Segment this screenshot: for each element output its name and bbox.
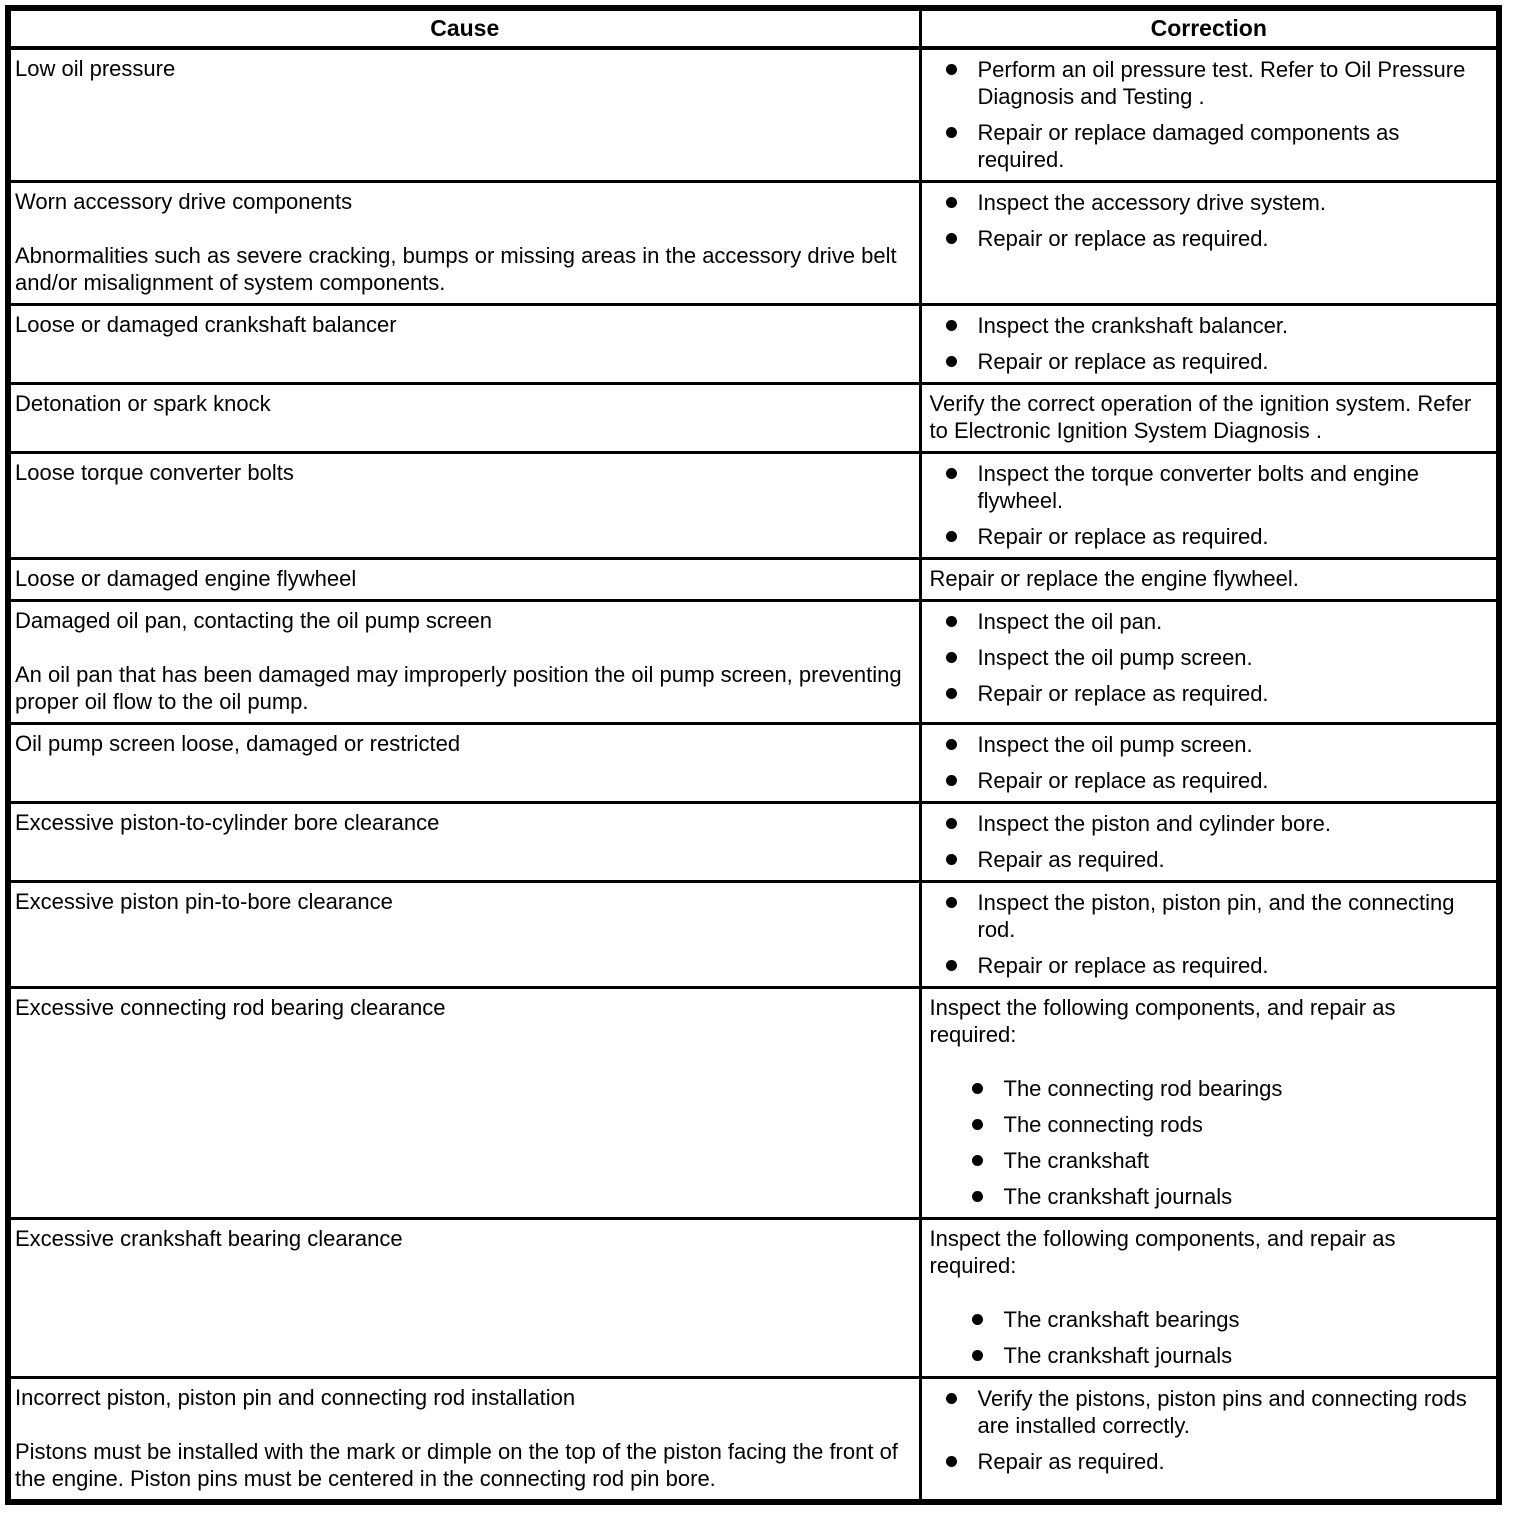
correction-list xyxy=(930,1385,1489,1475)
cause-cell xyxy=(8,559,920,601)
cause-text: Incorrect piston, piston pin and connecting rod installation xyxy=(15,1385,576,1410)
table-header xyxy=(8,8,1499,48)
cause-cell xyxy=(8,182,920,305)
correction-item-text: Inspect the crankshaft balancer. xyxy=(977,313,1289,338)
correction-item-text: Inspect the torque converter bolts and engine flywheel. xyxy=(977,461,1420,513)
correction-item xyxy=(978,189,1489,216)
correction-list xyxy=(930,731,1489,794)
bullet-icon xyxy=(972,1155,983,1166)
cause-correction-table xyxy=(5,5,1502,1505)
table-row xyxy=(8,988,1499,1219)
correction-item xyxy=(978,225,1489,252)
cause-cell xyxy=(8,803,920,882)
bullet-icon xyxy=(946,960,957,971)
bullet-icon xyxy=(946,197,957,208)
table-row xyxy=(8,305,1499,384)
correction-cell xyxy=(920,882,1499,988)
correction-item-text: Perform an oil pressure test. Refer to Oil Pressure Diagnosis and Testing . xyxy=(977,57,1466,109)
correction-item xyxy=(978,460,1489,514)
correction-item xyxy=(1004,1183,1489,1210)
bullet-icon xyxy=(972,1119,983,1130)
correction-item-text: Repair as required. xyxy=(977,1449,1165,1474)
correction-item-text: The crankshaft journals xyxy=(1003,1184,1233,1209)
table-row xyxy=(8,882,1499,988)
correction-item xyxy=(978,56,1489,110)
correction-item xyxy=(1004,1306,1489,1333)
correction-item-text: Repair or replace as required. xyxy=(977,768,1269,793)
bullet-icon xyxy=(946,616,957,627)
cause-text: Loose or damaged crankshaft balancer xyxy=(15,312,397,337)
table-row xyxy=(8,182,1499,305)
correction-item-text: The crankshaft bearings xyxy=(1003,1307,1240,1332)
correction-item xyxy=(978,952,1489,979)
cause-text: Excessive connecting rod bearing clearance xyxy=(15,995,446,1020)
correction-item-text: Repair or replace as required. xyxy=(977,226,1269,251)
bullet-icon xyxy=(946,468,957,479)
correction-item xyxy=(978,1385,1489,1439)
correction-item-text: Inspect the accessory drive system. xyxy=(977,190,1326,215)
cause-text: Damaged oil pan, contacting the oil pump screen xyxy=(15,608,492,633)
header-row xyxy=(8,8,1499,48)
correction-intro: Inspect the following components, and repair as required: xyxy=(929,1226,1396,1278)
bullet-icon xyxy=(946,320,957,331)
correction-item xyxy=(978,846,1489,873)
correction-cell xyxy=(920,1219,1499,1378)
cause-text: Oil pump screen loose, damaged or restricted xyxy=(15,731,461,756)
cause-text: Low oil pressure xyxy=(15,56,176,81)
cause-text: Excessive crankshaft bearing clearance xyxy=(15,1226,403,1251)
correction-item-text: Inspect the piston and cylinder bore. xyxy=(977,811,1331,836)
correction-item-text: The connecting rods xyxy=(1003,1112,1203,1137)
correction-item xyxy=(978,119,1489,173)
correction-item-text: Repair or replace as required. xyxy=(977,524,1269,549)
table-row xyxy=(8,1378,1499,1503)
cause-text: Detonation or spark knock xyxy=(15,391,271,416)
cause-cell xyxy=(8,453,920,559)
correction-list xyxy=(930,1306,1489,1369)
correction-cell xyxy=(920,803,1499,882)
correction-item-text: Repair or replace as required. xyxy=(977,681,1269,706)
correction-cell xyxy=(920,988,1499,1219)
cause-cell xyxy=(8,601,920,724)
correction-item-text: Repair as required. xyxy=(977,847,1165,872)
bullet-icon xyxy=(946,1456,957,1467)
correction-cell xyxy=(920,305,1499,384)
cause-text: Pistons must be installed with the mark or dimple on the top of the piston facing the front of the engine. Piston pins must be centered in the connecting rod pin bore. xyxy=(15,1439,898,1491)
bullet-icon xyxy=(972,1083,983,1094)
correction-item-text: Repair or replace damaged components as required. xyxy=(977,120,1400,172)
correction-list xyxy=(930,56,1489,173)
cause-cell xyxy=(8,1219,920,1378)
correction-item xyxy=(1004,1111,1489,1138)
bullet-icon xyxy=(946,854,957,865)
table-row xyxy=(8,724,1499,803)
bullet-icon xyxy=(946,531,957,542)
bullet-icon xyxy=(946,356,957,367)
correction-text: Verify the correct operation of the ignition system. Refer to Electronic Ignition System Diagnosis . xyxy=(929,391,1472,443)
correction-item-text: Inspect the oil pump screen. xyxy=(977,732,1253,757)
correction-item xyxy=(978,523,1489,550)
bullet-icon xyxy=(972,1314,983,1325)
bullet-icon xyxy=(946,64,957,75)
cause-cell xyxy=(8,882,920,988)
bullet-icon xyxy=(946,688,957,699)
cause-cell xyxy=(8,1378,920,1503)
correction-cell xyxy=(920,724,1499,803)
correction-text: Repair or replace the engine flywheel. xyxy=(929,566,1299,591)
correction-cell xyxy=(920,182,1499,305)
table-row xyxy=(8,601,1499,724)
correction-item-text: Verify the pistons, piston pins and connecting rods are installed correctly. xyxy=(977,1386,1467,1438)
table-row xyxy=(8,48,1499,182)
correction-list xyxy=(930,608,1489,707)
correction-cell xyxy=(920,601,1499,724)
cause-cell xyxy=(8,988,920,1219)
correction-item xyxy=(978,644,1489,671)
correction-item-text: The crankshaft journals xyxy=(1003,1343,1233,1368)
correction-item xyxy=(978,312,1489,339)
correction-item xyxy=(1004,1147,1489,1174)
cause-cell xyxy=(8,384,920,453)
bullet-icon xyxy=(946,127,957,138)
table-row xyxy=(8,559,1499,601)
bullet-icon xyxy=(946,652,957,663)
bullet-icon xyxy=(946,1393,957,1404)
correction-item xyxy=(978,731,1489,758)
correction-item xyxy=(978,889,1489,943)
correction-cell xyxy=(920,1378,1499,1503)
correction-item-text: Repair or replace as required. xyxy=(977,349,1269,374)
bullet-icon xyxy=(946,233,957,244)
correction-item-text: Repair or replace as required. xyxy=(977,953,1269,978)
table-row xyxy=(8,1219,1499,1378)
correction-cell xyxy=(920,453,1499,559)
correction-item xyxy=(978,348,1489,375)
cause-text: An oil pan that has been damaged may improperly position the oil pump screen, preventing proper oil flow to the oil pump. xyxy=(15,662,902,714)
correction-list xyxy=(930,312,1489,375)
bullet-icon xyxy=(946,739,957,750)
bullet-icon xyxy=(972,1350,983,1361)
cause-header: Cause xyxy=(8,8,920,48)
correction-list xyxy=(930,460,1489,550)
cause-text: Loose or damaged engine flywheel xyxy=(15,566,357,591)
correction-item-text: Inspect the piston, piston pin, and the connecting rod. xyxy=(977,890,1455,942)
correction-item-text: The connecting rod bearings xyxy=(1003,1076,1283,1101)
correction-list xyxy=(930,810,1489,873)
correction-intro: Inspect the following components, and repair as required: xyxy=(929,995,1396,1047)
table-body xyxy=(8,48,1499,1502)
cause-cell xyxy=(8,724,920,803)
cause-text: Loose torque converter bolts xyxy=(15,460,294,485)
correction-cell xyxy=(920,384,1499,453)
correction-cell xyxy=(920,48,1499,182)
correction-item xyxy=(1004,1342,1489,1369)
correction-item-text: Inspect the oil pan. xyxy=(977,609,1163,634)
correction-item xyxy=(978,810,1489,837)
cause-text: Abnormalities such as severe cracking, bumps or missing areas in the accessory drive belt and/or misalignment of system components. xyxy=(15,243,897,295)
bullet-icon xyxy=(946,897,957,908)
bullet-icon xyxy=(946,775,957,786)
cause-text: Worn accessory drive components xyxy=(15,189,353,214)
correction-header: Correction xyxy=(920,8,1499,48)
correction-list xyxy=(930,189,1489,252)
correction-item xyxy=(978,1448,1489,1475)
correction-item xyxy=(978,608,1489,635)
correction-item-text: The crankshaft xyxy=(1003,1148,1150,1173)
correction-item xyxy=(978,680,1489,707)
correction-cell xyxy=(920,559,1499,601)
bullet-icon xyxy=(972,1191,983,1202)
bullet-icon xyxy=(946,818,957,829)
table-row xyxy=(8,803,1499,882)
cause-text: Excessive piston pin-to-bore clearance xyxy=(15,889,393,914)
correction-item xyxy=(978,767,1489,794)
table-row xyxy=(8,384,1499,453)
cause-text: Excessive piston-to-cylinder bore clearance xyxy=(15,810,440,835)
correction-list xyxy=(930,889,1489,979)
correction-list xyxy=(930,1075,1489,1210)
correction-item-text: Inspect the oil pump screen. xyxy=(977,645,1253,670)
table-row xyxy=(8,453,1499,559)
correction-item xyxy=(1004,1075,1489,1102)
cause-cell xyxy=(8,305,920,384)
cause-cell xyxy=(8,48,920,182)
